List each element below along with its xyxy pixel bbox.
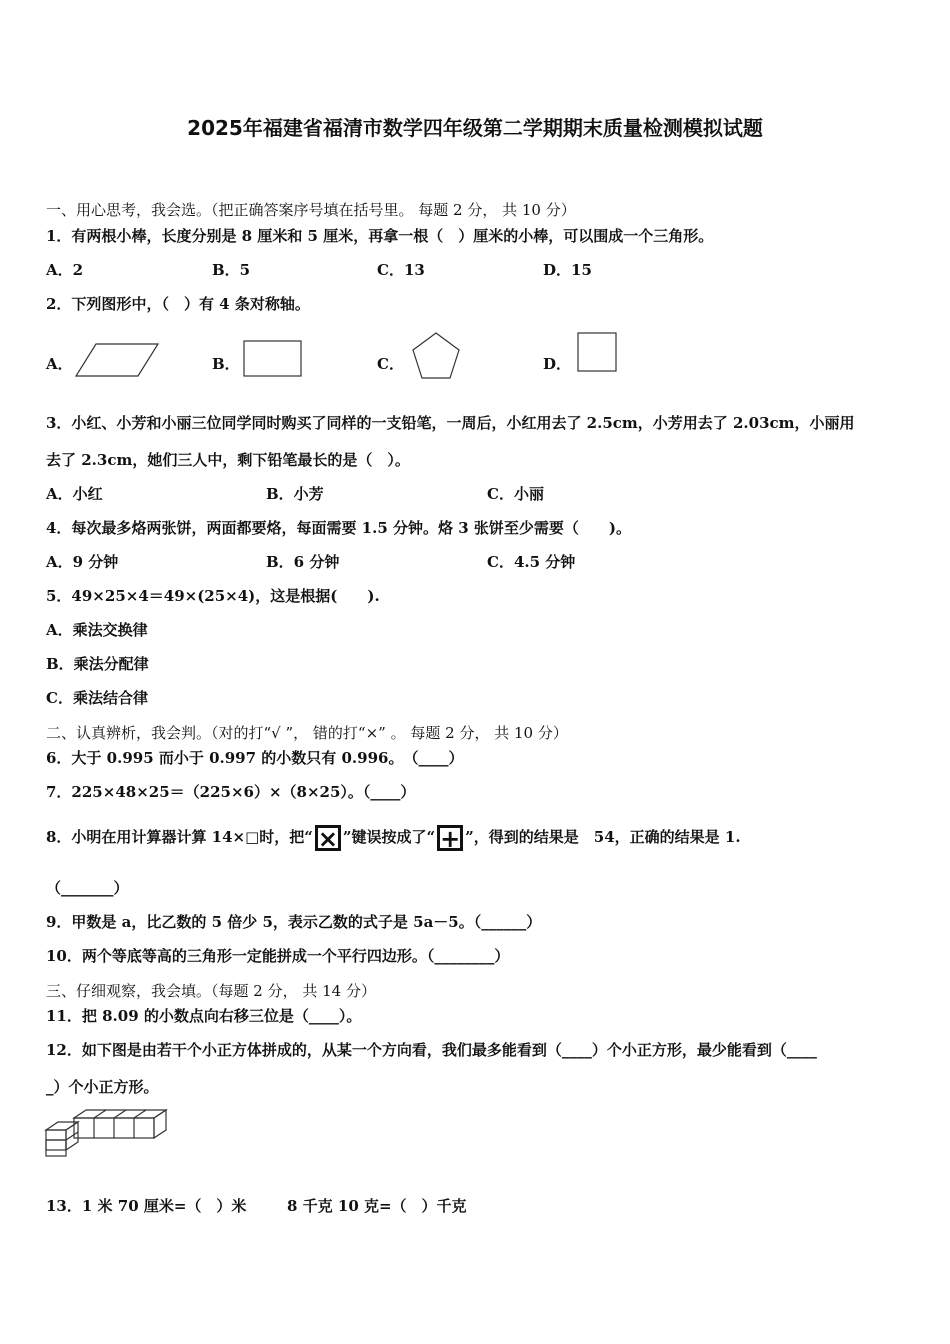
question-13-part-1: 13．1 米 70 厘米=（ ）米 xyxy=(46,1197,247,1215)
question-6: 6．大于 0.995 而小于 0.997 的小数只有 0.996。 （____） xyxy=(46,749,464,767)
square-figure xyxy=(577,332,619,374)
q5-option-c: C．乘法结合律 xyxy=(46,689,148,707)
q8-text-part-3: ”，得到的结果是 54，正确的结果是 1. xyxy=(465,828,741,846)
q3-option-c: C．小丽 xyxy=(487,485,544,503)
plus-key-icon: + xyxy=(437,825,463,851)
q1-option-c: C．13 xyxy=(377,261,425,279)
q8-text-part-2: ”键误按成了“ xyxy=(342,828,436,846)
question-10: 10．两个等底等高的三角形一定能拼成一个平行四边形。（________） xyxy=(46,947,510,965)
page-title: 2025年福建省福清市数学四年级第二学期期末质量检测模拟试题 xyxy=(187,116,763,140)
question-7: 7．225×48×25＝（225×6）×（8×25）。（____） xyxy=(46,783,416,801)
section-3-heading: 三、仔细观察，我会填。（每题 2 分， 共 14 分） xyxy=(46,982,376,1000)
question-12-line-1: 12．如下图是由若干个小正方体拼成的，从某一个方向看，我们最多能看到（____）个小正方形，最少能看到（____ xyxy=(46,1041,817,1059)
question-3-line-2: 去了 2.3cm，她们三人中，剩下铅笔最长的是（ ）。 xyxy=(46,451,410,469)
q2-option-b: B． xyxy=(212,355,240,373)
q2-option-c: C． xyxy=(377,355,404,373)
q3-option-b: B．小芳 xyxy=(266,485,324,503)
q8-answer-blank: （_______） xyxy=(46,879,129,897)
q8-text-part-1: 8．小明在用计算器计算 14×□时，把“ xyxy=(46,828,313,846)
q5-option-a: A．乘法交换律 xyxy=(46,621,148,639)
q4-option-c: C．4.5 分钟 xyxy=(487,553,576,571)
q1-option-b: B．5 xyxy=(212,261,251,279)
question-13-part-2: 8 千克 10 克=（ ）千克 xyxy=(287,1197,467,1215)
q2-option-d: D． xyxy=(543,355,572,373)
question-3-line-1: 3．小红、小芳和小丽三位同学同时购买了同样的一支铅笔，一周后，小红用去了 2.5cm，小芳用去了 2.03cm，小丽用 xyxy=(46,414,855,432)
question-4: 4．每次最多烙两张饼，两面都要烙，每面需要 1.5 分钟。烙 3 张饼至少需要（ )。 xyxy=(46,519,631,537)
pentagon-figure xyxy=(410,331,462,381)
question-1: 1．有两根小棒，长度分别是 8 厘米和 5 厘米，再拿一根（ ）厘米的小棒，可以围成一个三角形。 xyxy=(46,227,714,245)
q1-option-d: D．15 xyxy=(543,261,592,279)
q2-option-a: A． xyxy=(46,355,73,373)
question-2: 2．下列图形中，（ ）有 4 条对称轴。 xyxy=(46,295,310,313)
multiply-key-icon: × xyxy=(315,825,341,851)
q5-option-b: B．乘法分配律 xyxy=(46,655,149,673)
q1-option-a: A．2 xyxy=(46,261,84,279)
parallelogram-figure xyxy=(76,342,160,378)
q4-option-a: A．9 分钟 xyxy=(46,553,119,571)
rectangle-figure xyxy=(243,340,303,378)
q4-option-b: B．6 分钟 xyxy=(266,553,340,571)
question-11: 11．把 8.09 的小数点向右移三位是（____）。 xyxy=(46,1007,362,1025)
question-5: 5．49×25×4＝49×(25×4)，这是根据( ). xyxy=(46,587,380,605)
question-8 xyxy=(46,820,741,854)
section-2-heading: 二、认真辨析，我会判。（对的打“√ ”， 错的打“×” 。 每题 2 分， 共 10 分） xyxy=(46,724,568,742)
question-9: 9．甲数是 a，比乙数的 5 倍少 5，表示乙数的式子是 5a－5。（______） xyxy=(46,913,542,931)
section-1-heading: 一、用心思考，我会选。（把正确答案序号填在括号里。 每题 2 分， 共 10 分） xyxy=(46,201,576,219)
q3-option-a: A．小红 xyxy=(46,485,103,503)
question-12-line-2: _）个小正方形。 xyxy=(46,1078,159,1096)
cube-stack-figure xyxy=(44,1108,170,1160)
